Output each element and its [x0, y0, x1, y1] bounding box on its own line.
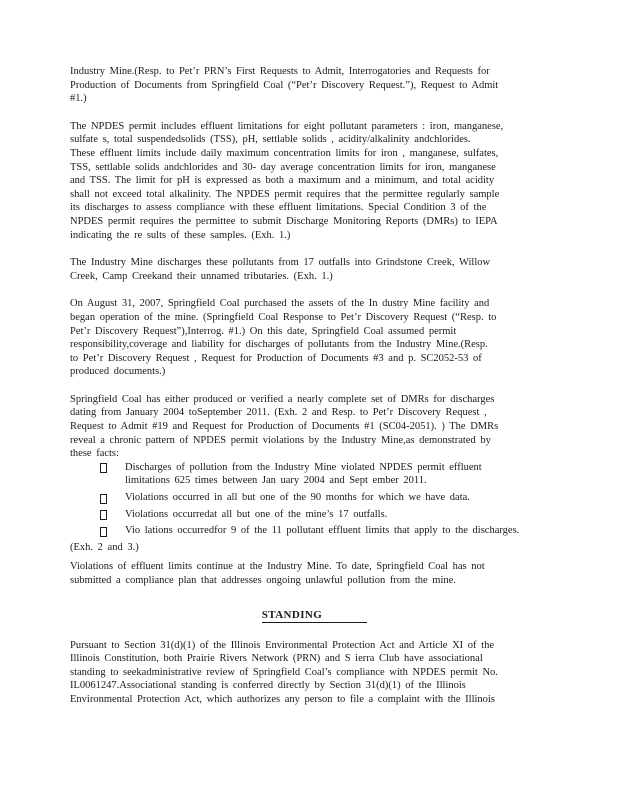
- text-line: and TSS. The limit for pH is expressed as both a maximum and a minimum, and total acidity: [70, 175, 495, 187]
- text-line: On August 31, 2007, Springfield Coal purchased the assets of the In dustry Mine facility and: [70, 298, 490, 310]
- text-line: Production of Documents from Springfield Coal (“Pet’r Discovery Request.”), Request to Admit: [70, 79, 499, 91]
- document-page: [70, 65, 559, 721]
- bullet-square-icon: [100, 510, 107, 520]
- text-line: Springfield Coal has either produced or verified a nearly complete set of DMRs for discharges: [70, 393, 495, 405]
- bullet-list-item: [70, 524, 559, 538]
- bullet-list-item: [70, 491, 559, 505]
- bullet-text: [125, 491, 559, 505]
- text-line: responsibility,coverage and liability for discharges of pollutants from the Industry Mine.(Resp.: [70, 339, 488, 351]
- text-line: TSS, settlable solids andchlorides and 30- day average concentration limits for iron, manganese: [70, 161, 496, 173]
- bullet-square-icon: [100, 527, 107, 537]
- text-line: IL0061247.Associational standing is conferred directly by Section 31(d)(1) of the Illinois: [70, 680, 466, 692]
- bullet-square-icon: [100, 494, 107, 504]
- text-line: dating from January 2004 toSeptember 2011. (Exh. 2 and Resp. to Pet’r Discovery Request ,: [70, 407, 487, 419]
- text-line: Request to Admit #19 and Request for Production of Documents #1 (SC04-2051). ) The DMRs: [70, 421, 499, 433]
- text-line: shall not exceed total alkalinity. The NPDES permit requires that the permittee regularly sample: [70, 188, 500, 200]
- text-line: Industry Mine.(Resp. to Pet’r PRN’s First Requests to Admit, Interrogatories and Requests for: [70, 66, 490, 77]
- document-body: [70, 65, 559, 707]
- text-line: reveal a chronic pattern of NPDES permit violations by the Industry Mine,as demonstrated by: [70, 434, 491, 446]
- text-line: Environmental Protection Act, which authorizes any person to file a complaint with the Illinois: [70, 693, 495, 705]
- paragraph: [70, 65, 559, 106]
- text-line: Violations of effluent limits continue at the Industry Mine. To date, Springfield Coal has not: [70, 561, 485, 573]
- text-line: began operation of the mine. (Springfield Coal Response to Pet’r Discovery Request (“Resp. to: [70, 311, 497, 323]
- bullet-list-footer: (Exh. 2 and 3.): [70, 541, 139, 553]
- section-heading: [70, 605, 559, 623]
- text-line: Creek, Camp Creekand their unnamed tributaries. (Exh. 1.): [70, 270, 333, 282]
- text-line: Violations occurredat all but one of the mine’s 17 outfalls.: [125, 508, 388, 520]
- text-line: The Industry Mine discharges these pollutants from 17 outfalls into Grindstone Creek, Willow: [70, 257, 491, 269]
- bullet-list: [70, 461, 559, 555]
- text-line: The NPDES permit includes effluent limitations for eight pollutant parameters : iron, manganese,: [70, 120, 504, 132]
- bullet-text: [125, 524, 559, 538]
- text-line: Violations occurred in all but one of the 90 months for which we have data.: [125, 492, 470, 504]
- text-line: Pet’r Discovery Request”),Interrog. #1.) On this date, Springfield Coal assumed permit: [70, 325, 457, 337]
- bullet-list-item: [70, 508, 559, 522]
- text-line: NPDES permit requires the permittee to submit Discharge Monitoring Reports (DMRs) to IEPA: [70, 215, 498, 227]
- paragraph: [70, 256, 559, 283]
- text-line: Discharges of pollution from the Industry Mine violated NPDES permit effluent: [125, 461, 482, 473]
- text-line: These effluent limits include daily maximum concentration limits for iron , manganese, sulfates,: [70, 147, 499, 159]
- text-line: indicating the re sults of these samples. (Exh. 1.): [70, 229, 291, 241]
- text-line: produced documents.): [70, 366, 166, 378]
- text-line: #1.): [70, 93, 87, 105]
- bullet-square-icon: [100, 463, 107, 473]
- paragraph: [70, 393, 559, 461]
- paragraph: [70, 560, 559, 587]
- text-line: limitations 625 times between Jan uary 2004 and Sept ember 2011.: [125, 475, 427, 487]
- paragraph: [70, 120, 559, 242]
- bullet-text: [125, 508, 559, 522]
- paragraph: [70, 639, 559, 707]
- paragraph: [70, 297, 559, 379]
- section-heading-text: STANDING: [262, 609, 367, 623]
- text-line: submitted a compliance plan that addresses ongoing unlawful pollution from the mine.: [70, 575, 456, 586]
- text-line: Vio lations occurredfor 9 of the 11 pollutant effluent limits that apply to the discharges.: [125, 525, 520, 537]
- text-line: Pursuant to Section 31(d)(1) of the Illinois Environmental Protection Act and Article XI of the: [70, 639, 495, 651]
- text-line: these facts:: [70, 448, 119, 460]
- text-line: standing to seekadministrative review of Springfield Coal’s compliance with NPDES permit No.: [70, 666, 498, 678]
- text-line: its discharges to assess compliance with these effluent limitations. Special Condition 3 of the: [70, 202, 487, 214]
- bullet-text: [125, 461, 559, 488]
- bullet-list-item: [70, 461, 559, 488]
- text-line: to Pet’r Discovery Request , Request for Production of Documents #3 and p. SC2052-53 of: [70, 352, 482, 364]
- text-line: sulfate s, total suspendedsolids (TSS), pH, settlable solids , acidity/alkalinity andchlorides.: [70, 134, 471, 146]
- text-line: Illinois Constitution, both Prairie Rivers Network (PRN) and S ierra Club have associational: [70, 653, 483, 665]
